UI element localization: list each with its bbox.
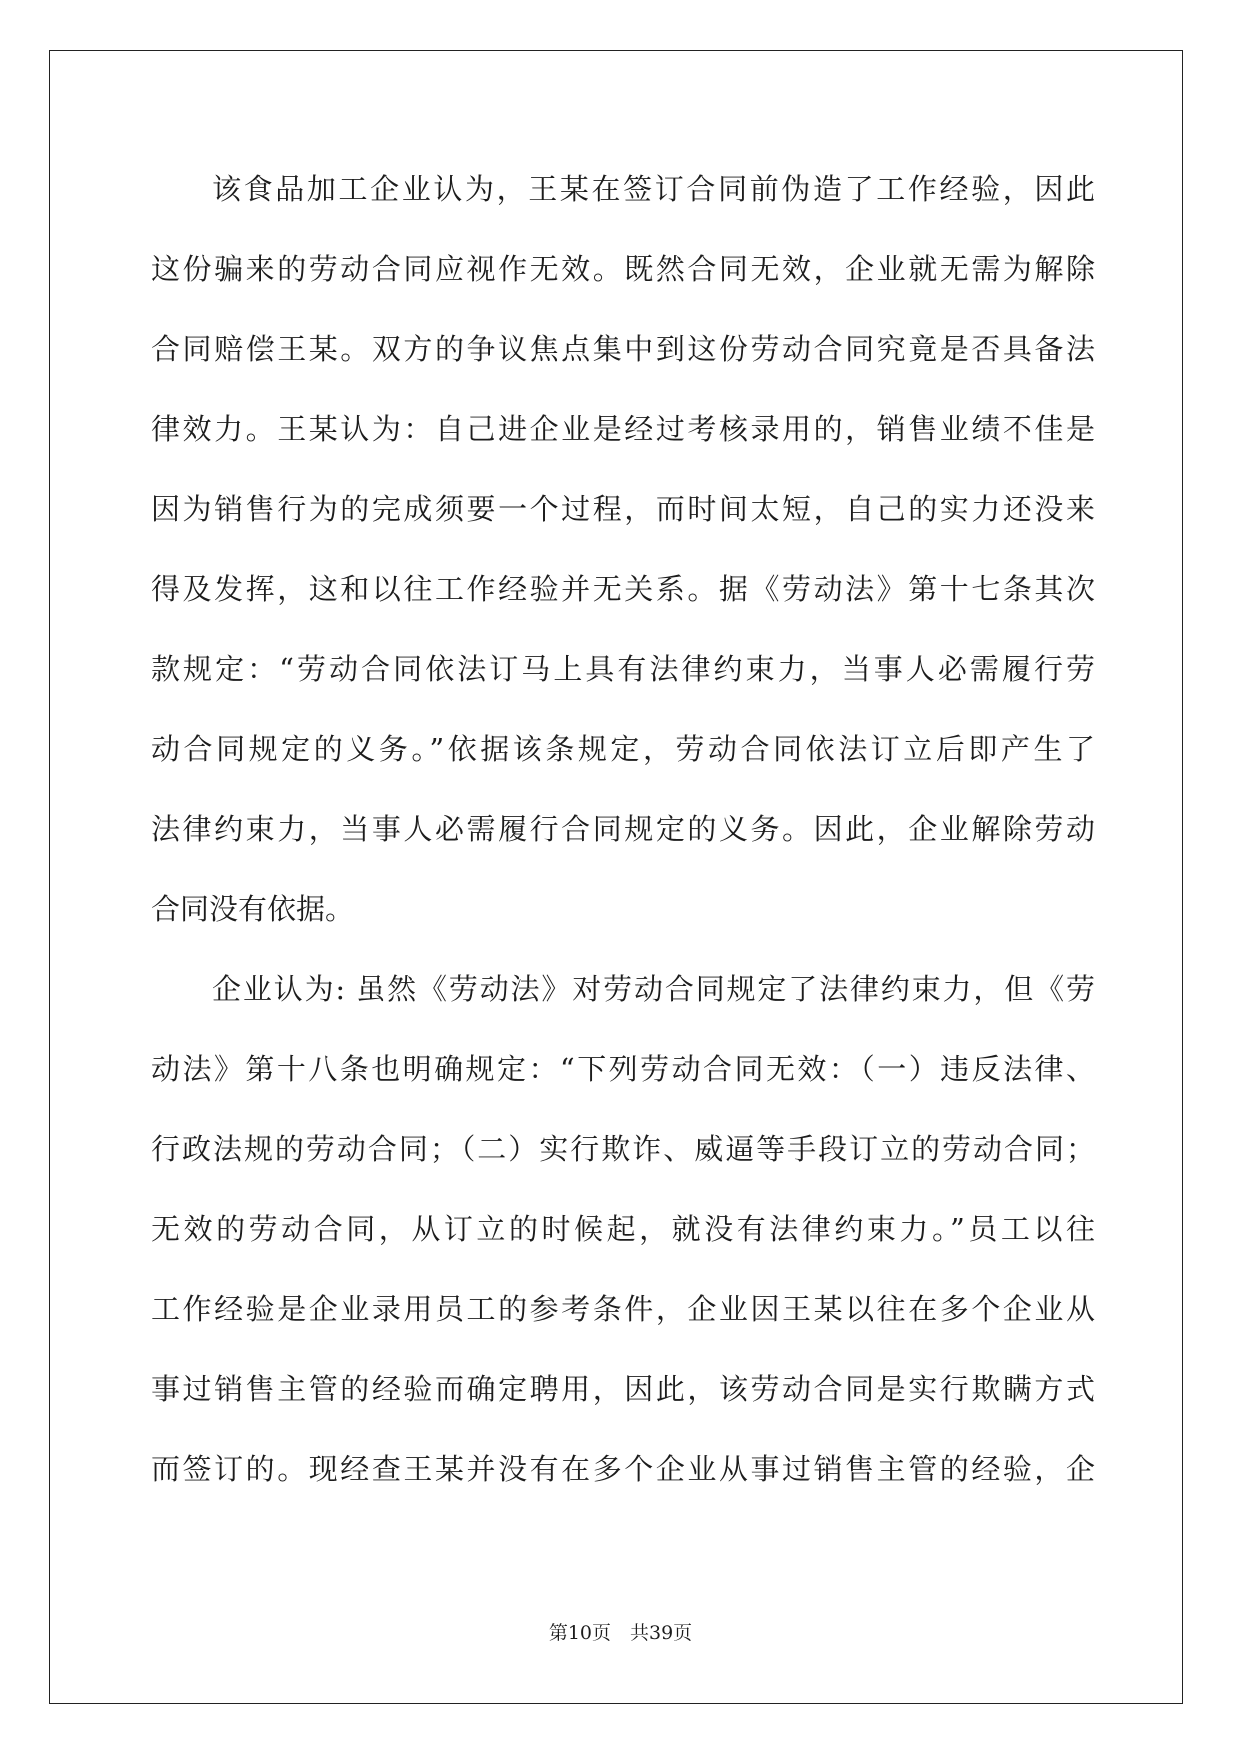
paragraph-2-line-6: 事过销售主管的经验而确定聘用，因此，该劳动合同是实行欺瞒方式 <box>151 1372 1095 1406</box>
paragraph-1-line-7: 款规定：“劳动合同依法订马上具有法律约束力，当事人必需履行劳 <box>151 652 1095 686</box>
page-number-footer: 第10页 共39页 <box>548 1622 693 1644</box>
paragraph-2-line-2: 动法》第十八条也明确规定：“下列劳动合同无效：（一）违反法律、 <box>151 1052 1095 1086</box>
paragraph-1-line-9: 法律约束力，当事人必需履行合同规定的义务。因此，企业解除劳动 <box>151 812 1095 846</box>
paragraph-2-line-4: 无效的劳动合同，从订立的时候起，就没有法律约束力。”员工以往 <box>151 1212 1095 1246</box>
paragraph-1-line-8: 动合同规定的义务。”依据该条规定，劳动合同依法订立后即产生了 <box>151 732 1095 766</box>
paragraph-1-line-10: 合同没有依据。 <box>151 892 355 926</box>
paragraph-1-line-1: 该食品加工企业认为，王某在签订合同前伪造了工作经验，因此 <box>212 172 1095 206</box>
paragraph-1-line-3: 合同赔偿王某。双方的争议焦点集中到这份劳动合同究竟是否具备法 <box>151 332 1095 366</box>
paragraph-1-line-5: 因为销售行为的完成须要一个过程，而时间太短，自己的实力还没来 <box>151 492 1095 526</box>
paragraph-1-line-4: 律效力。王某认为：自己进企业是经过考核录用的，销售业绩不佳是 <box>151 412 1095 446</box>
paragraph-1-line-2: 这份骗来的劳动合同应视作无效。既然合同无效，企业就无需为解除 <box>151 252 1095 286</box>
paragraph-2-line-7: 而签订的。现经查王某并没有在多个企业从事过销售主管的经验，企 <box>151 1452 1095 1486</box>
paragraph-2-line-1: 企业认为: 虽然《劳动法》对劳动合同规定了法律约束力，但《劳 <box>212 972 1095 1006</box>
document-body <box>151 149 1095 1509</box>
paragraph-1-line-6: 得及发挥，这和以往工作经验并无关系。据《劳动法》第十七条其次 <box>151 572 1095 606</box>
paragraph-2-line-3: 行政法规的劳动合同；（二）实行欺诈、威逼等手段订立的劳动合同； <box>151 1132 1095 1166</box>
paragraph-2-line-5: 工作经验是企业录用员工的参考条件，企业因王某以往在多个企业从 <box>151 1292 1095 1326</box>
